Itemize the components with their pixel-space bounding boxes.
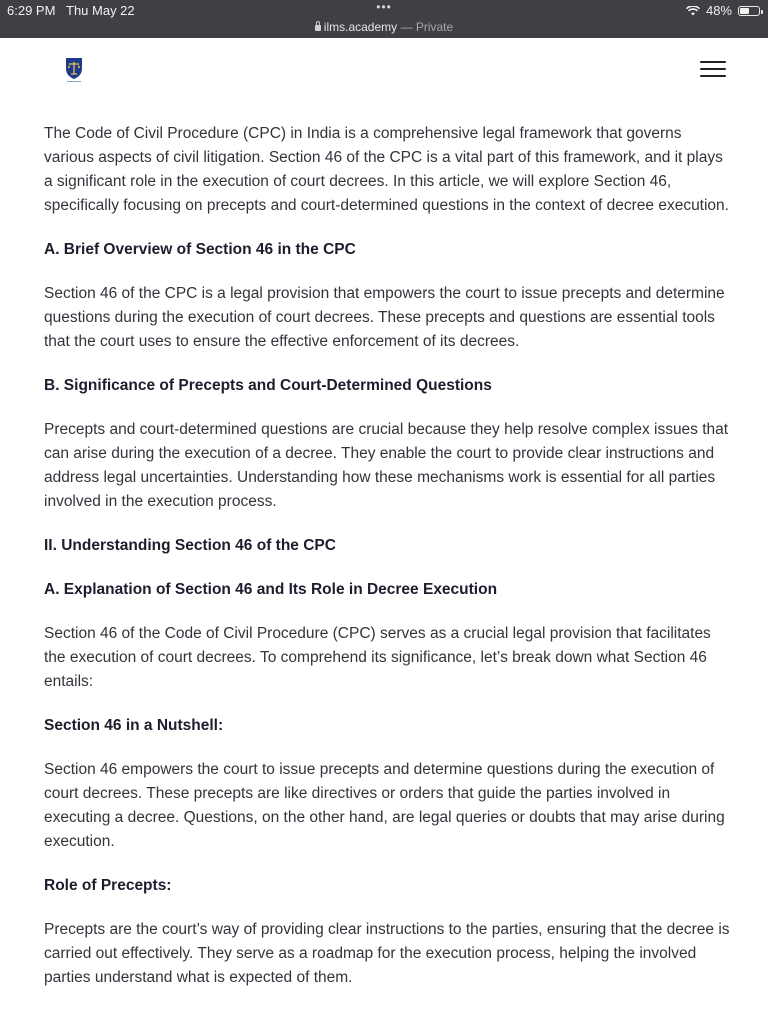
battery-icon: [738, 6, 760, 16]
heading-brief-overview: A. Brief Overview of Section 46 in the CPC: [44, 241, 356, 258]
article-content: [44, 122, 734, 990]
url-text: ilms.academy: [323, 20, 398, 34]
heading-role-of-precepts: Role of Precepts:: [44, 877, 172, 894]
heading-nutshell: Section 46 in a Nutshell:: [44, 717, 224, 734]
status-bar: [0, 0, 768, 38]
intro-paragraph: The Code of Civil Procedure (CPC) in India is a comprehensive legal framework that governs various aspects of civil litigation. Section 46 of the CPC is a vital part of this framework, and it plays a significant role in the execution of court decrees. In this article, we will explore Section 46, specifically focusing on precepts and court-determined questions in the context of decree execution.: [44, 125, 729, 214]
paragraph-nutshell: Section 46 empowers the court to issue precepts and determine questions during the execution of court decrees. These precepts are like directives or orders that guide the parties involved in executing a decree. Questions, on the other hand, are legal queries or doubts that may arise during execution.: [44, 761, 725, 850]
paragraph-brief-overview: Section 46 of the CPC is a legal provision that empowers the court to issue precepts and determine questions during the execution of court decrees. These precepts and questions are essential tools that the court uses to ensure the effective enforcement of its decrees.: [44, 285, 725, 350]
site-header: [0, 38, 768, 108]
heading-understanding-section-46: II. Understanding Section 46 of the CPC: [44, 537, 336, 554]
menu-line: [700, 75, 726, 77]
paragraph-role-of-precepts: Precepts are the court’s way of providing clear instructions to the parties, ensuring that the decree is carried out effectively. They serve as a roadmap for the execution process, helping the involved parties understand what is expected of them.: [44, 921, 730, 986]
heading-significance: B. Significance of Precepts and Court-Determined Questions: [44, 377, 492, 394]
heading-explanation-section-46: A. Explanation of Section 46 and Its Role in Decree Execution: [44, 581, 498, 598]
menu-line: [700, 68, 726, 70]
hamburger-menu-icon[interactable]: [700, 61, 726, 79]
paragraph-significance: Precepts and court-determined questions are crucial because they help resolve complex issues that can arise during the execution of a decree. They enable the court to provide clear instructions and address legal uncertainties. Understanding how these mechanisms work is essential for all parties involved in the execution process.: [44, 421, 729, 510]
battery-percent: 48%: [705, 3, 732, 18]
status-right: [686, 3, 760, 18]
private-label: — Private: [400, 20, 454, 34]
url-bar[interactable]: [0, 20, 768, 34]
status-date: Thu May 22: [66, 3, 135, 18]
paragraph-explanation: Section 46 of the Code of Civil Procedure (CPC) serves as a crucial legal provision that facilitates the execution of court decrees. To comprehend its significance, let’s break down what Section 46 entails:: [44, 625, 711, 690]
multitasking-dots[interactable]: •••: [376, 0, 392, 14]
lock-icon: [315, 25, 321, 31]
battery-level-fill: [740, 8, 749, 14]
status-time: 6:29 PM: [7, 3, 56, 18]
scales-of-justice-logo[interactable]: [60, 55, 88, 83]
menu-line: [700, 61, 726, 63]
wifi-icon: [686, 6, 700, 16]
